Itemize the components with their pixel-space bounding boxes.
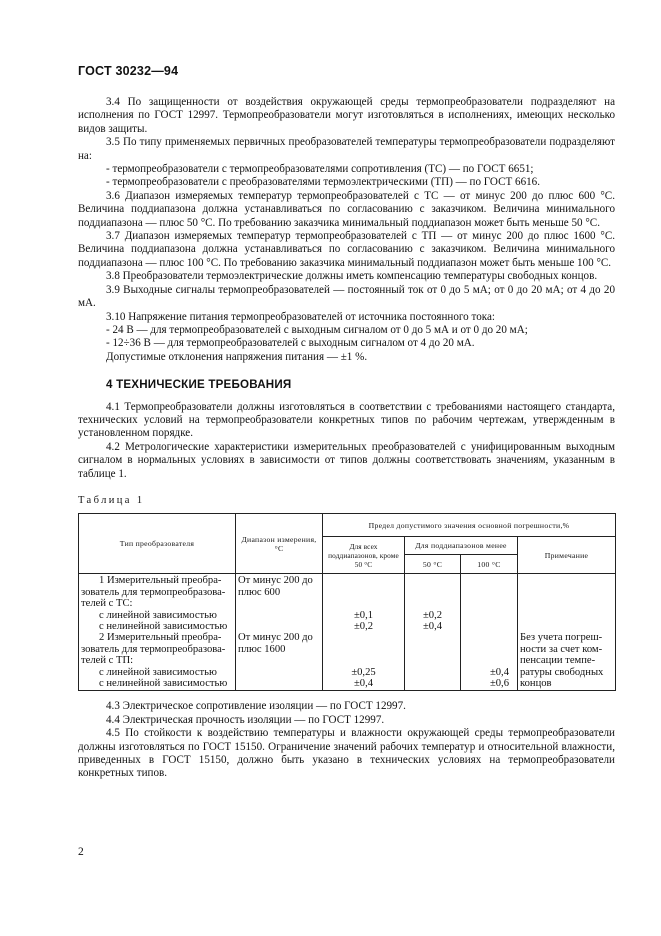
row-line: Без учета погреш- [520, 632, 603, 644]
row-line [407, 575, 458, 586]
row-line [463, 610, 509, 621]
list-item-24v: - 24 В — для термопреобразователей с выходным сигналом от 0 до 5 мА и от 0 до 20 мА; [106, 323, 528, 336]
header-range: Диапазон измерения, °С [236, 514, 323, 574]
header-note: Примечание [518, 537, 616, 574]
row-line [407, 678, 458, 689]
row-line: ±0,2 [353, 621, 374, 632]
header-sub-100: 100 °С [461, 555, 518, 574]
row-line [463, 632, 509, 643]
row-line [238, 655, 320, 666]
row-line: ±0,25 [351, 666, 376, 678]
header-sub-50: 50 °С [405, 555, 461, 574]
paragraph-4-4: 4.4 Электрическая прочность изоляции — по ГОСТ 12997. [106, 713, 385, 726]
table-caption: Таблица 1 [78, 494, 145, 506]
row-line [407, 632, 458, 643]
row-line: От минус 200 до [238, 575, 313, 587]
row-line: ±0,1 [353, 609, 374, 621]
paragraph-3-4: 3.4 По защищенности от воздействия окружающей среды термопреобразователи подразделяют на исполнения по ГОСТ 12997. Термопреобразователи могут изготовляться в исполнениях, имеющих несколько видов защиты. [78, 96, 615, 135]
row-line: с линейной зависимостью [99, 666, 217, 678]
row-line: телей с ТП: [81, 655, 134, 667]
paragraph-3-7: 3.7 Диапазон измеряемых температур термопреобразователей с ТП — от минус 200 до плюс 1600 °С. Величина поддиапазона должна устанавливаться по согласованию с заказчиком. Величина минимального поддиапазона — плюс 100 °С. По требованию заказчика минимальный поддиапазон может быть меньше 100 °С. [78, 230, 615, 269]
row-line [407, 587, 458, 598]
row-line [407, 598, 458, 609]
paragraph-3-6: 3.6 Диапазон измеряемых температур термопреобразователей с ТС — от минус 200 до плюс 600 °С. Величина поддиапазона должна устанавливаться по согласованию с заказчиком. Величина минимального поддиапазона — плюс 50 °С. По требованию заказчика минимальный поддиапазон может быть меньше 50 °С. [78, 189, 615, 229]
row-line: 1 Измерительный преобра- [99, 575, 222, 587]
row-line: плюс 1600 [238, 643, 286, 655]
row-line: ратуры свободных [520, 666, 604, 678]
row-line [407, 655, 458, 666]
cell-range [236, 574, 323, 691]
row-line: с линейной зависимостью [99, 609, 217, 621]
page-number: 2 [78, 846, 84, 858]
row-line [463, 575, 509, 586]
row-line: плюс 600 [238, 586, 281, 598]
cell-note [518, 574, 616, 691]
row-line [463, 621, 509, 632]
row-line: ±0,4 [422, 621, 443, 632]
row-line [238, 610, 320, 621]
row-line [463, 644, 509, 655]
header-type: Тип преобразователя [79, 514, 236, 574]
row-line [520, 575, 613, 586]
row-line [238, 678, 320, 689]
row-line: с нелинейной зависимостью [99, 621, 228, 632]
row-line [520, 610, 613, 621]
paragraph-3-9: 3.9 Выходные сигналы термопреобразователей — постоянный ток от 0 до 5 мА; от 0 до 20 мА; от 4 до 20 мА. [78, 283, 615, 310]
row-line: ±0,2 [422, 609, 443, 621]
row-line: концов [520, 678, 552, 690]
row-line: пенсации темпе- [520, 655, 596, 667]
header-all-subranges: Для всех поддиапазонов, кроме 50 °С [323, 537, 405, 574]
row-line: ±0,4 [489, 666, 509, 678]
document-header: ГОСТ 30232—94 [78, 64, 179, 78]
row-line: ности за счет ком- [520, 643, 603, 655]
header-error-limit: Предел допустимого значения основной погрешности,% [323, 514, 616, 537]
row-line [520, 621, 613, 632]
table-1 [78, 513, 616, 691]
paragraph-voltage-tolerance: Допустимые отклонения напряжения питания — ±1 %. [106, 350, 368, 363]
row-line [238, 598, 320, 609]
row-line: зователь для термопреобразова- [81, 586, 226, 598]
row-line [325, 644, 402, 655]
paragraph-3-8: 3.8 Преобразователи термоэлектрические должны иметь компенсацию температуры свободных концов. [106, 270, 598, 283]
row-line [463, 655, 509, 666]
cell-sub-100 [461, 574, 518, 691]
row-line [325, 587, 402, 598]
row-line [238, 621, 320, 632]
cell-all-subranges [323, 574, 405, 691]
document-body [78, 96, 615, 781]
row-line [463, 587, 509, 598]
paragraph-3-5: 3.5 По типу применяемых первичных преобразователей температуры термопреобразователи подразделяют на: [78, 136, 615, 162]
row-line: 2 Измерительный преобра- [99, 632, 222, 644]
row-line [407, 644, 458, 655]
row-line: с нелинейной зависимостью [99, 678, 228, 690]
row-line [520, 598, 613, 609]
row-line [238, 667, 320, 678]
row-line: ±0,6 [489, 678, 509, 690]
paragraph-4-2: 4.2 Метрологические характеристики измерительных преобразователей с унифицированным выходным сигналом в нормальных условиях в зависимости от типов должны соответствовать значениям, указанным в таблице 1. [78, 440, 615, 480]
cell-type [79, 574, 236, 691]
paragraph-4-3: 4.3 Электрическое сопротивление изоляции — по ГОСТ 12997. [106, 700, 406, 713]
row-line: ±0,4 [353, 678, 374, 690]
row-line [520, 587, 613, 598]
cell-sub-50 [405, 574, 461, 691]
list-item-tp: - термопреобразователи с преобразователями термоэлектрическими (ТП) — по ГОСТ 6616. [106, 176, 540, 189]
list-item-12-36v: - 12÷36 В — для термопреобразователей с выходным сигналом от 4 до 20 мА. [106, 337, 475, 350]
row-line [325, 655, 402, 666]
paragraph-3-10: 3.10 Напряжение питания термопреобразователей от источника постоянного тока: [106, 310, 495, 323]
row-line: зователь для термопреобразова- [81, 643, 226, 655]
section-heading: 4 ТЕХНИЧЕСКИЕ ТРЕБОВАНИЯ [106, 378, 292, 392]
paragraph-4-5: 4.5 По стойкости к воздействию температуры и влажности окружающей среды термопреобразователи должны изготовляться по ГОСТ 15150. Ограничение значений рабочих температур и относительной влажности, приведенных в ГОСТ 15150, должно быть указано в технических условиях на термопреобразователи конкретных типов. [78, 727, 615, 780]
header-subranges-less: Для поддиапазонов менее [405, 537, 518, 555]
row-line: телей с ТС: [81, 598, 133, 610]
row-line [407, 667, 458, 678]
row-line: От минус 200 до [238, 632, 313, 644]
row-line [325, 575, 402, 586]
row-line [463, 598, 509, 609]
paragraph-4-1: 4.1 Термопреобразователи должны изготовляться в соответствии с требованиями настоящего стандарта, технических условий на термопреобразователи конкретных типов по рабочим чертежам, утвержденным в установленном порядке. [78, 400, 615, 440]
list-item-ts: - термопреобразователи с термопреобразователями сопротивления (ТС) — по ГОСТ 6651; [106, 163, 534, 176]
row-line [325, 632, 402, 643]
table-row [79, 574, 616, 691]
row-line [325, 598, 402, 609]
